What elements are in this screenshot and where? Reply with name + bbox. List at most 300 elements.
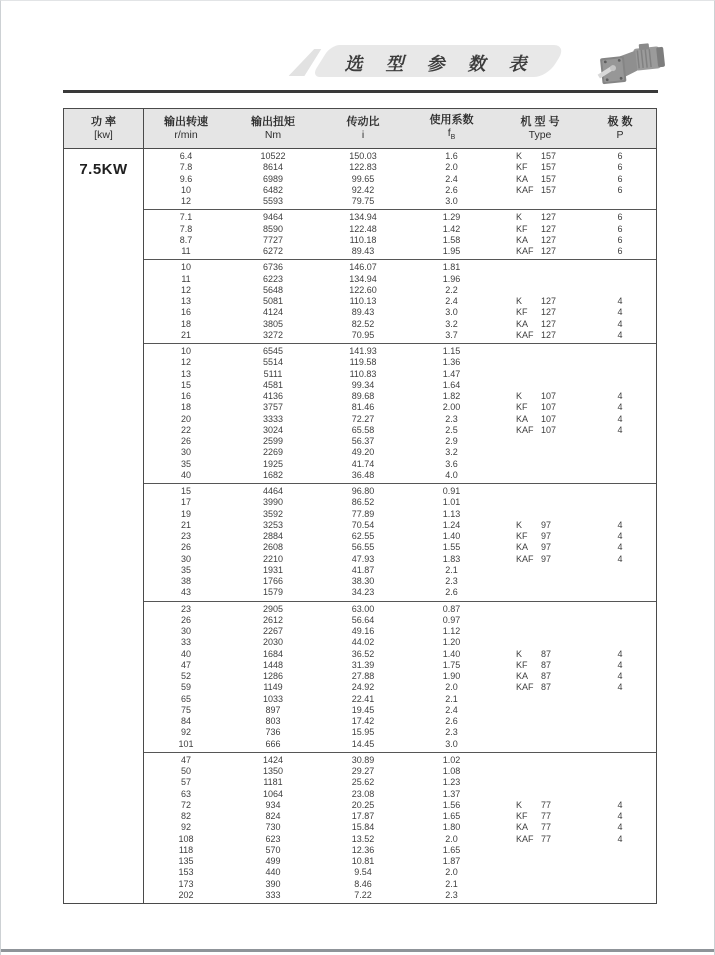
cell-ratio: 27.88 xyxy=(351,671,375,681)
cell-output-speed: 13 xyxy=(180,368,191,379)
table-row xyxy=(144,565,656,576)
cell-output-speed: 11 xyxy=(181,246,191,256)
cell-output-speed: 23 xyxy=(180,531,191,541)
cell-poles: 4 xyxy=(617,531,623,541)
type-model: KF xyxy=(516,811,528,821)
cell-output-torque: 4136 xyxy=(262,391,284,401)
type-model: KA xyxy=(516,173,529,184)
table-group xyxy=(144,344,656,484)
cell-output-torque: 2599 xyxy=(262,436,284,446)
cell-output-speed: 21 xyxy=(180,329,191,340)
cell-service-factor: 1.65 xyxy=(442,844,461,855)
cell-ratio: 34.23 xyxy=(351,587,375,598)
cell-ratio: 15.95 xyxy=(351,727,375,738)
type-size: 97 xyxy=(541,542,552,553)
cell-poles: 4 xyxy=(617,307,623,318)
table-row xyxy=(144,380,656,391)
type-size: 127 xyxy=(541,318,557,329)
type-size: 87 xyxy=(541,659,552,670)
type-model: KA xyxy=(516,318,529,329)
table-group xyxy=(144,260,656,344)
table-row xyxy=(144,162,656,173)
cell-service-factor: 2.4 xyxy=(445,296,458,306)
type-model: KAF xyxy=(516,184,534,195)
type-size: 97 xyxy=(541,519,552,530)
selection-parameter-table xyxy=(63,108,657,904)
cell-output-speed: 52 xyxy=(180,671,191,681)
table-row xyxy=(144,542,656,553)
cell-output-speed: 43 xyxy=(180,587,191,598)
cell-service-factor: 2.6 xyxy=(445,587,458,598)
cell-service-factor: 1.87 xyxy=(442,856,461,866)
cell-type xyxy=(495,671,585,682)
table-row xyxy=(144,822,656,833)
type-model: KA xyxy=(516,413,529,424)
cell-output-speed: 10 xyxy=(180,262,191,273)
cell-service-factor: 1.08 xyxy=(442,766,461,776)
type-model: KF xyxy=(516,531,528,541)
table-row xyxy=(144,531,656,542)
type-size: 107 xyxy=(541,413,557,424)
cell-ratio: 70.95 xyxy=(351,329,375,340)
cell-poles: 4 xyxy=(617,542,623,553)
table-row xyxy=(144,777,656,788)
cell-poles: 4 xyxy=(617,329,623,340)
table-row xyxy=(144,739,656,750)
cell-output-torque: 3272 xyxy=(262,329,284,340)
type-model: KA xyxy=(516,822,529,833)
page-title: 选 型 参 数 表 xyxy=(344,54,536,74)
cell-ratio: 24.92 xyxy=(351,682,375,693)
cell-output-torque: 570 xyxy=(265,844,281,855)
type-model: KAF xyxy=(516,553,534,564)
cell-ratio: 41.87 xyxy=(351,564,375,575)
cell-ratio: 63.00 xyxy=(351,603,375,614)
cell-poles: 6 xyxy=(617,212,623,223)
cell-ratio: 19.45 xyxy=(351,704,375,715)
cell-output-torque: 10522 xyxy=(260,151,286,161)
cell-output-torque: 3805 xyxy=(262,318,284,329)
cell-output-speed: 72 xyxy=(180,799,191,810)
cell-type xyxy=(495,520,585,531)
cell-ratio: 17.87 xyxy=(351,811,375,821)
type-model: KF xyxy=(516,223,528,234)
cell-output-speed: 35 xyxy=(180,458,191,469)
cell-output-torque: 1181 xyxy=(263,777,283,788)
table-row xyxy=(144,486,656,497)
cell-ratio: 47.93 xyxy=(351,553,375,564)
type-size: 107 xyxy=(541,391,557,401)
cell-output-speed: 21 xyxy=(180,519,191,530)
table-row xyxy=(144,660,656,671)
type-size: 157 xyxy=(541,173,557,184)
cell-output-torque: 6736 xyxy=(262,262,284,273)
cell-output-torque: 5081 xyxy=(262,296,284,306)
cell-ratio: 110.83 xyxy=(349,368,377,379)
type-size: 107 xyxy=(541,402,557,413)
table-row xyxy=(144,224,656,235)
cell-output-speed: 40 xyxy=(180,469,191,480)
cell-output-torque: 390 xyxy=(265,878,281,889)
cell-output-torque: 2608 xyxy=(262,542,284,553)
cell-poles: 6 xyxy=(617,246,623,256)
cell-poles: 4 xyxy=(617,648,623,659)
cell-output-speed: 30 xyxy=(180,553,191,564)
cell-service-factor: 1.82 xyxy=(442,391,461,401)
cell-output-speed: 15 xyxy=(180,486,191,496)
cell-output-torque: 3757 xyxy=(262,402,284,413)
cell-output-torque: 1766 xyxy=(262,576,284,586)
cell-poles: 4 xyxy=(617,296,623,306)
cell-output-speed: 101 xyxy=(178,738,194,749)
cell-poles: 4 xyxy=(617,799,623,810)
type-size: 107 xyxy=(541,424,557,435)
cell-ratio: 65.58 xyxy=(351,424,375,435)
cell-service-factor: 1.15 xyxy=(442,346,461,356)
cell-output-speed: 7.8 xyxy=(179,162,193,173)
table-row xyxy=(144,879,656,890)
cell-output-torque: 897 xyxy=(265,704,281,715)
table-row xyxy=(144,716,656,727)
cell-ratio: 122.48 xyxy=(349,223,377,234)
cell-service-factor: 1.36 xyxy=(442,357,461,368)
cell-output-speed: 135 xyxy=(178,856,194,866)
table-row xyxy=(144,615,656,626)
header-output-torque: 输出扭矩 Nm xyxy=(251,116,295,141)
cell-output-torque: 623 xyxy=(265,833,281,844)
cell-service-factor: 1.64 xyxy=(442,379,461,390)
cell-ratio: 92.42 xyxy=(351,184,375,195)
cell-ratio: 25.62 xyxy=(351,777,375,788)
type-size: 127 xyxy=(541,212,557,223)
cell-ratio: 96.80 xyxy=(351,486,375,496)
table-row xyxy=(144,391,656,402)
type-size: 157 xyxy=(541,162,557,173)
header-power: 功 率 [kw] xyxy=(64,109,144,148)
type-size: 127 xyxy=(541,223,557,234)
cell-output-torque: 934 xyxy=(265,799,281,810)
cell-service-factor: 1.6 xyxy=(445,151,458,161)
cell-poles: 6 xyxy=(617,184,623,195)
table-row xyxy=(144,346,656,357)
cell-output-torque: 1286 xyxy=(262,671,284,681)
cell-output-torque: 2884 xyxy=(262,531,284,541)
cell-output-torque: 1579 xyxy=(262,587,284,598)
cell-poles: 4 xyxy=(617,822,623,833)
cell-type xyxy=(495,542,585,553)
cell-output-speed: 23 xyxy=(180,603,191,614)
cell-service-factor: 3.2 xyxy=(445,318,458,329)
cell-ratio: 79.75 xyxy=(351,196,375,206)
table-row xyxy=(144,262,656,273)
type-model: K xyxy=(516,799,523,810)
cell-output-torque: 2612 xyxy=(262,614,284,625)
type-model: K xyxy=(516,519,523,530)
cell-output-torque: 9464 xyxy=(262,212,284,223)
table-row xyxy=(144,789,656,800)
cell-ratio: 38.30 xyxy=(351,576,375,586)
cell-output-speed: 16 xyxy=(180,307,191,318)
cell-type xyxy=(495,307,585,318)
cell-service-factor: 2.1 xyxy=(445,693,458,704)
cell-output-speed: 18 xyxy=(180,402,191,413)
cell-ratio: 36.48 xyxy=(351,469,375,480)
cell-ratio: 122.60 xyxy=(349,284,377,295)
cell-output-speed: 57 xyxy=(180,777,191,788)
cell-output-speed: 65 xyxy=(180,693,191,704)
cell-output-torque: 1033 xyxy=(262,693,284,704)
cell-output-speed: 8.7 xyxy=(179,234,193,245)
cell-output-speed: 10 xyxy=(180,346,191,356)
cell-service-factor: 2.6 xyxy=(445,716,458,726)
cell-output-torque: 3333 xyxy=(262,413,284,424)
cell-output-torque: 6545 xyxy=(262,346,284,356)
cell-type xyxy=(495,649,585,660)
cell-service-factor: 1.75 xyxy=(442,659,461,670)
cell-service-factor: 2.9 xyxy=(445,436,458,446)
type-model: K xyxy=(516,212,523,223)
cell-output-torque: 1350 xyxy=(262,766,284,776)
cell-output-torque: 2905 xyxy=(262,603,284,614)
table-row xyxy=(144,425,656,436)
cell-poles: 6 xyxy=(617,223,623,234)
cell-ratio: 49.20 xyxy=(351,447,375,458)
cell-output-speed: 202 xyxy=(178,889,194,900)
cell-ratio: 134.94 xyxy=(349,273,377,284)
cell-output-speed: 7.1 xyxy=(179,212,193,223)
cell-type xyxy=(495,174,585,185)
cell-type xyxy=(495,800,585,811)
cell-output-torque: 8614 xyxy=(262,162,284,173)
cell-ratio: 141.93 xyxy=(349,346,377,356)
cell-type xyxy=(495,319,585,330)
type-model: K xyxy=(516,648,523,659)
cell-ratio: 89.68 xyxy=(351,391,375,401)
table-row xyxy=(144,296,656,307)
cell-service-factor: 1.95 xyxy=(442,246,461,256)
cell-poles: 6 xyxy=(617,234,623,245)
cell-service-factor: 3.0 xyxy=(445,307,458,318)
cell-poles: 6 xyxy=(617,151,623,161)
cell-output-speed: 10 xyxy=(180,184,191,195)
cell-output-speed: 19 xyxy=(180,508,191,519)
type-model: K xyxy=(516,296,523,306)
cell-ratio: 56.37 xyxy=(351,436,375,446)
cell-type xyxy=(495,660,585,671)
type-size: 77 xyxy=(541,833,552,844)
cell-ratio: 82.52 xyxy=(351,318,375,329)
type-model: KAF xyxy=(516,329,534,340)
cell-ratio: 36.52 xyxy=(351,648,375,659)
cell-output-speed: 7.8 xyxy=(179,223,193,234)
table-group xyxy=(144,484,656,602)
cell-output-speed: 12 xyxy=(180,196,191,206)
cell-service-factor: 1.01 xyxy=(442,497,461,508)
cell-type xyxy=(495,162,585,173)
table-row xyxy=(144,509,656,520)
cell-output-torque: 6272 xyxy=(262,246,284,256)
type-model: KF xyxy=(516,402,528,413)
cell-ratio: 99.34 xyxy=(351,379,375,390)
cell-output-speed: 118 xyxy=(178,844,194,855)
cell-output-speed: 84 xyxy=(180,716,191,726)
cell-service-factor: 2.00 xyxy=(442,402,461,413)
cell-poles: 6 xyxy=(617,162,623,173)
cell-type xyxy=(495,834,585,845)
cell-output-speed: 13 xyxy=(180,296,191,306)
table-row xyxy=(144,357,656,368)
header-divider-rule xyxy=(63,90,658,93)
cell-output-speed: 26 xyxy=(180,436,191,446)
table-row xyxy=(144,890,656,901)
cell-service-factor: 1.23 xyxy=(442,777,461,788)
type-size: 127 xyxy=(541,234,557,245)
cell-output-speed: 38 xyxy=(180,576,191,586)
cell-output-speed: 22 xyxy=(180,424,191,435)
cell-output-torque: 730 xyxy=(265,822,281,833)
type-size: 127 xyxy=(541,329,557,340)
type-size: 127 xyxy=(541,307,557,318)
cell-service-factor: 2.0 xyxy=(445,682,458,693)
type-size: 157 xyxy=(541,184,557,195)
type-model: KAF xyxy=(516,833,534,844)
cell-type xyxy=(495,682,585,693)
cell-ratio: 56.64 xyxy=(351,614,375,625)
cell-service-factor: 0.91 xyxy=(442,486,461,496)
table-group xyxy=(144,753,656,903)
header-service-factor: 使用系数 $f_B$ xyxy=(429,113,474,142)
cell-type xyxy=(495,414,585,425)
power-rating-label: 7.5KW xyxy=(64,149,144,903)
type-model: KAF xyxy=(516,424,534,435)
cell-service-factor: 2.3 xyxy=(445,889,458,900)
cell-service-factor: 2.2 xyxy=(445,284,458,295)
cell-poles: 4 xyxy=(617,519,623,530)
cell-output-torque: 5648 xyxy=(262,284,284,295)
table-row xyxy=(144,436,656,447)
cell-poles: 4 xyxy=(617,833,623,844)
title-banner xyxy=(295,45,557,77)
table-body xyxy=(64,149,656,903)
table-row xyxy=(144,587,656,598)
cell-ratio: 12.36 xyxy=(351,844,375,855)
table-row xyxy=(144,174,656,185)
table-row xyxy=(144,196,656,207)
type-size: 77 xyxy=(541,799,552,810)
cell-output-speed: 92 xyxy=(180,822,191,833)
cell-poles: 4 xyxy=(617,318,623,329)
gearmotor-photo-icon xyxy=(595,41,671,93)
cell-poles: 6 xyxy=(617,173,623,184)
cell-output-speed: 26 xyxy=(180,542,191,553)
cell-service-factor: 1.83 xyxy=(442,553,461,564)
type-model: KF xyxy=(516,659,528,670)
cell-ratio: 99.65 xyxy=(351,173,375,184)
table-row xyxy=(144,185,656,196)
cell-output-torque: 1448 xyxy=(262,659,284,670)
table-row xyxy=(144,682,656,693)
table-row xyxy=(144,285,656,296)
cell-service-factor: 1.47 xyxy=(442,368,461,379)
table-row xyxy=(144,671,656,682)
cell-service-factor: 2.4 xyxy=(445,173,458,184)
table-row xyxy=(144,307,656,318)
cell-type xyxy=(495,531,585,542)
cell-type xyxy=(495,554,585,565)
table-group xyxy=(144,149,656,210)
cell-poles: 4 xyxy=(617,391,623,401)
table-row xyxy=(144,497,656,508)
cell-service-factor: 0.87 xyxy=(442,603,461,614)
cell-service-factor: 1.58 xyxy=(442,234,461,245)
cell-output-speed: 40 xyxy=(180,648,191,659)
type-size: 77 xyxy=(541,822,552,833)
cell-service-factor: 3.0 xyxy=(445,196,458,206)
cell-ratio: 110.13 xyxy=(349,296,377,306)
table-row xyxy=(144,727,656,738)
cell-poles: 4 xyxy=(617,682,623,693)
cell-output-torque: 4124 xyxy=(262,307,284,318)
cell-service-factor: 2.3 xyxy=(445,576,458,586)
type-model: K xyxy=(516,391,523,401)
cell-output-torque: 7727 xyxy=(262,234,284,245)
cell-service-factor: 2.6 xyxy=(445,184,458,195)
type-size: 127 xyxy=(541,246,557,256)
cell-output-torque: 6482 xyxy=(262,184,284,195)
cell-output-torque: 6223 xyxy=(262,273,284,284)
cell-output-speed: 9.6 xyxy=(179,173,193,184)
table-row xyxy=(144,330,656,341)
cell-output-torque: 803 xyxy=(265,716,281,726)
table-row xyxy=(144,235,656,246)
table-row xyxy=(144,637,656,648)
table-row xyxy=(144,274,656,285)
cell-service-factor: 2.3 xyxy=(445,727,458,738)
cell-output-torque: 1424 xyxy=(262,754,284,765)
cell-output-speed: 35 xyxy=(180,564,191,575)
cell-poles: 4 xyxy=(617,659,623,670)
cell-output-torque: 3990 xyxy=(262,497,284,508)
table-row xyxy=(144,212,656,223)
cell-output-speed: 12 xyxy=(180,284,191,295)
cell-type xyxy=(495,822,585,833)
cell-output-speed: 50 xyxy=(180,766,191,776)
table-row xyxy=(144,576,656,587)
table-row xyxy=(144,470,656,481)
type-model: KAF xyxy=(516,682,534,693)
cell-ratio: 56.55 xyxy=(351,542,375,553)
cell-ratio: 10.81 xyxy=(351,856,375,866)
header-type: 机 型 号 Type xyxy=(520,116,560,141)
cell-output-speed: 18 xyxy=(180,318,191,329)
cell-service-factor: 1.40 xyxy=(442,648,461,659)
cell-service-factor: 1.55 xyxy=(442,542,461,553)
table-row xyxy=(144,604,656,615)
cell-ratio: 23.08 xyxy=(351,788,375,799)
type-size: 127 xyxy=(541,296,557,306)
cell-poles: 4 xyxy=(617,413,623,424)
cell-ratio: 9.54 xyxy=(354,867,372,878)
cell-output-torque: 1684 xyxy=(262,648,284,659)
cell-poles: 4 xyxy=(617,811,623,821)
cell-output-torque: 1931 xyxy=(262,564,284,575)
type-size: 87 xyxy=(541,682,552,693)
type-size: 87 xyxy=(541,648,552,659)
cell-output-torque: 5514 xyxy=(262,357,284,368)
cell-type xyxy=(495,391,585,402)
cell-ratio: 44.02 xyxy=(351,637,375,648)
cell-output-torque: 6989 xyxy=(262,173,284,184)
